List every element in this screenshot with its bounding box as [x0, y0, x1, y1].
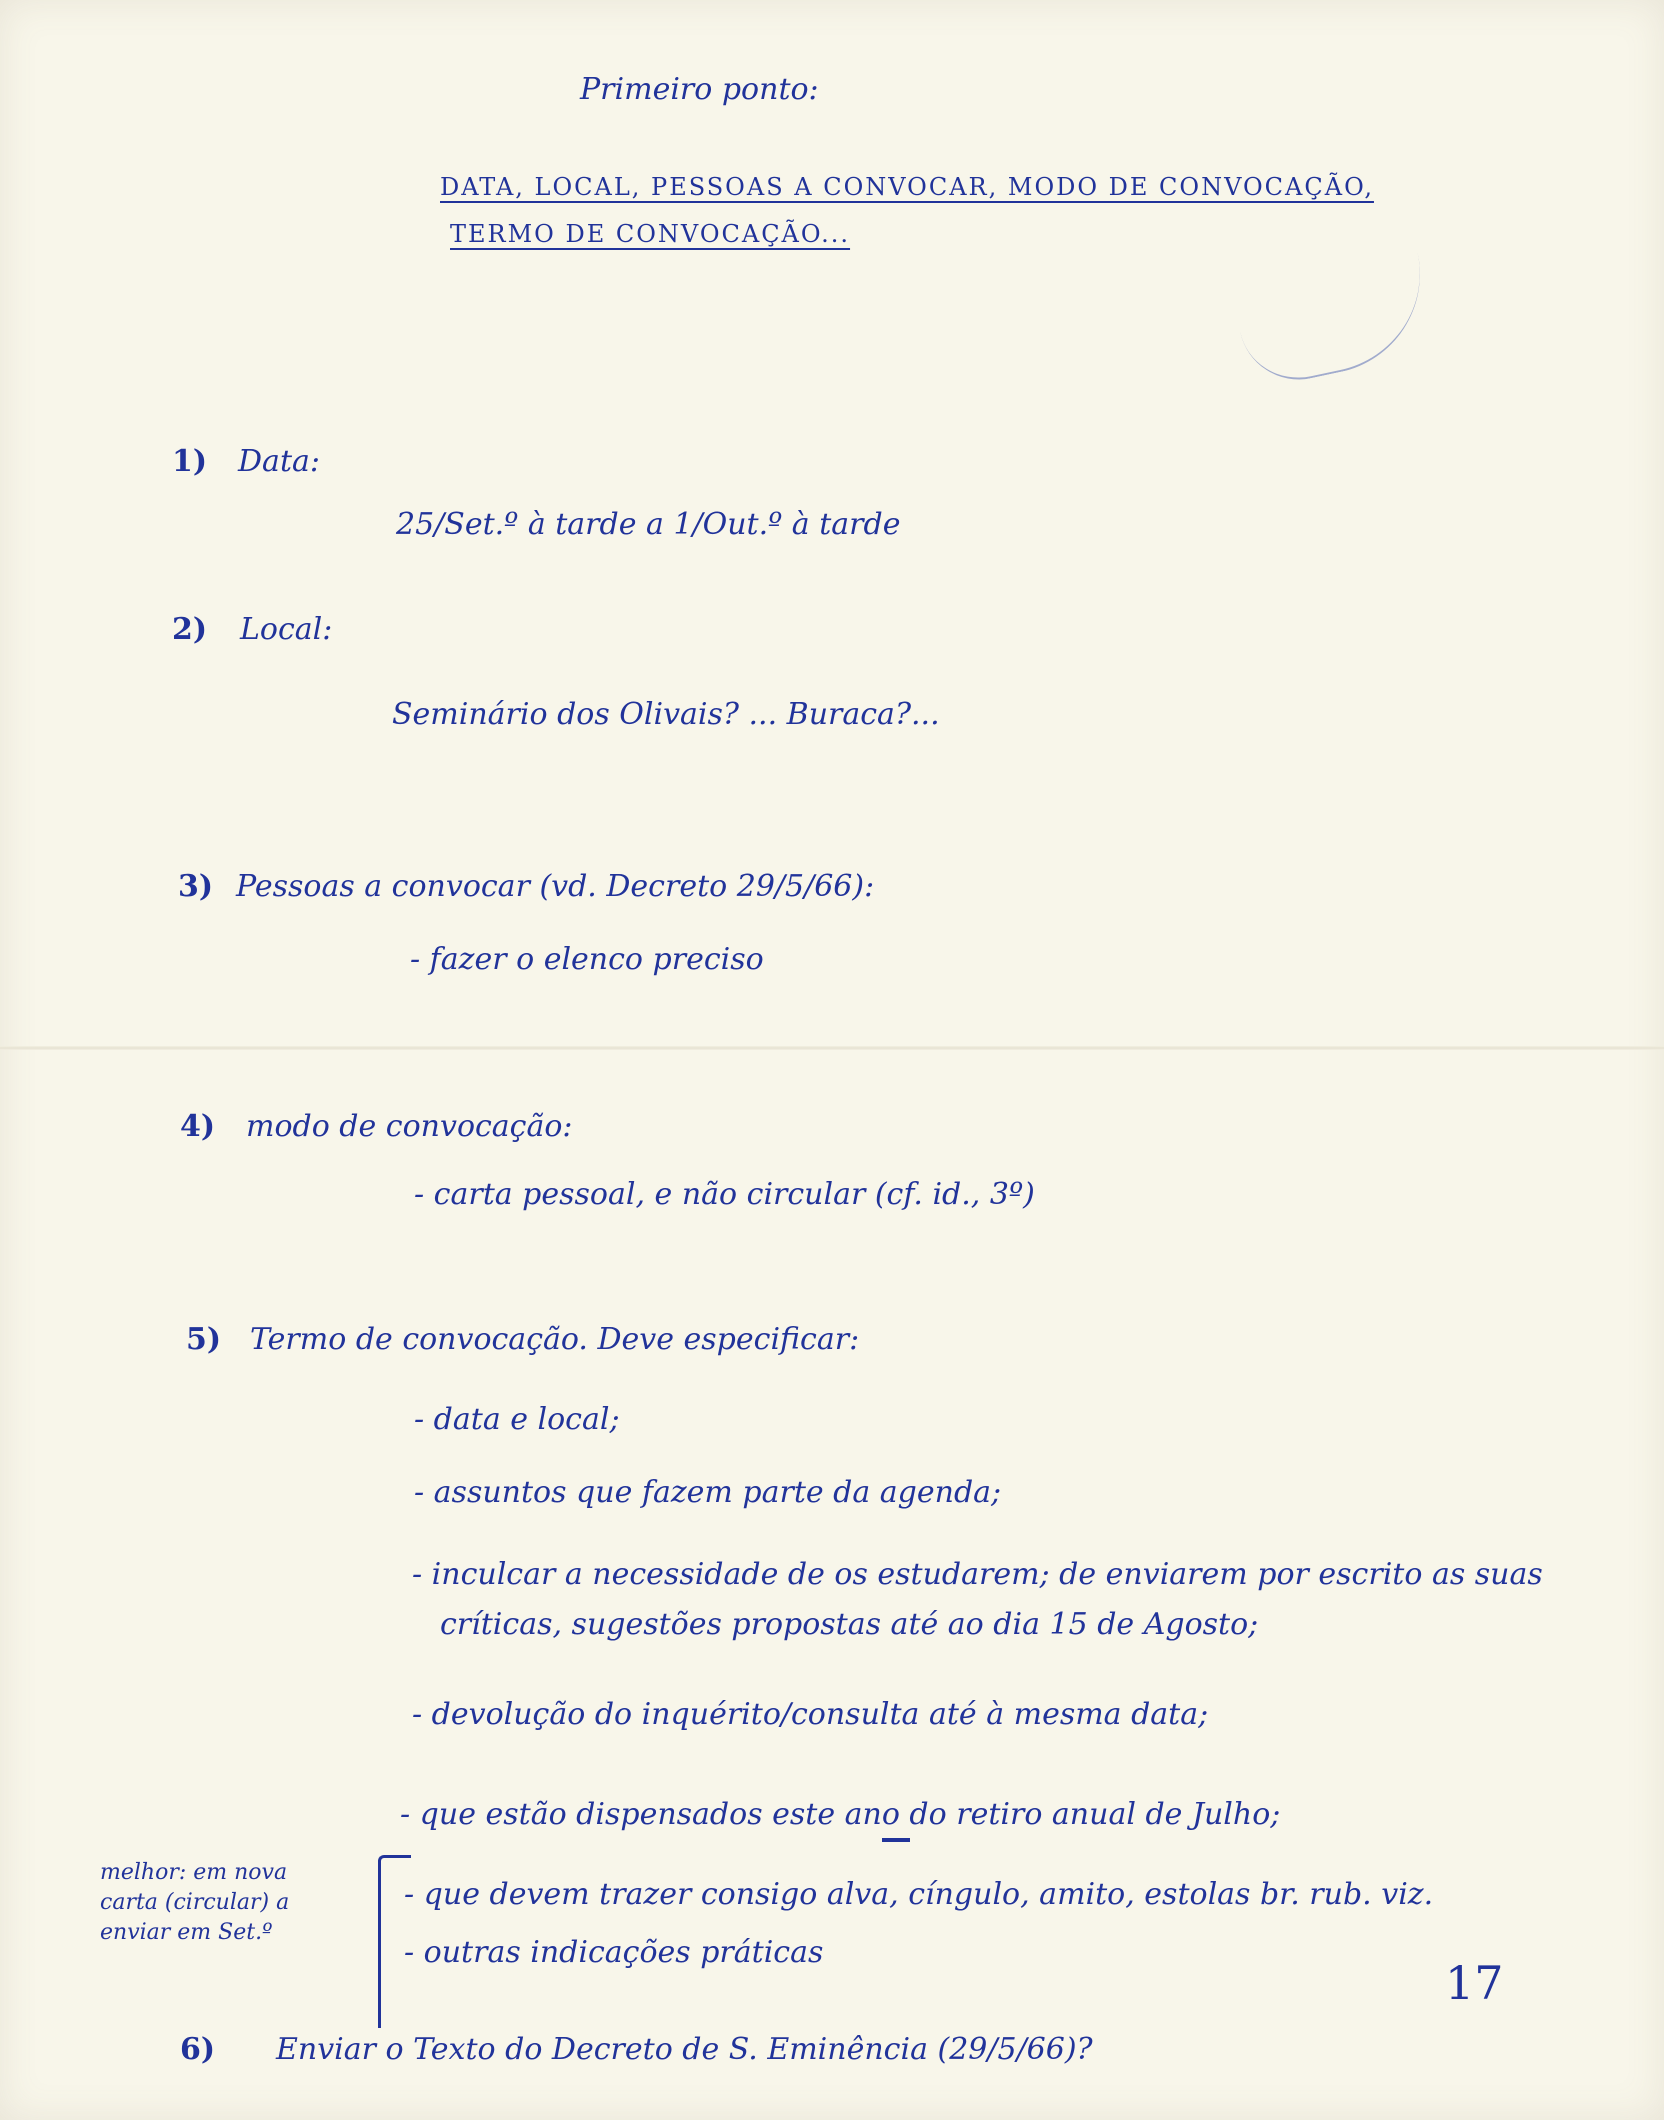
item-5-line-4: críticas, sugestões propostas até ao dia 15 de Agosto;: [440, 1607, 1259, 1642]
item-2-heading: Local:: [240, 612, 333, 647]
item-5-line-5: - devolução do inquérito/consulta até à mesma data;: [412, 1697, 1209, 1732]
item-5-number: 5): [186, 1322, 222, 1357]
item-5-line-7: - que devem trazer consigo alva, cíngulo, amito, estolas br. rub. viz.: [404, 1877, 1434, 1912]
page-number: 17: [1445, 1956, 1504, 2010]
item-4-heading: modo de convocação:: [246, 1109, 573, 1144]
item-6-number: 6): [180, 2032, 216, 2067]
page-title: Primeiro ponto:: [580, 72, 819, 107]
item-5-line-2: - assuntos que fazem parte da agenda;: [414, 1475, 1002, 1510]
item-5-line-6: - que estão dispensados este ano do retiro anual de Julho;: [400, 1797, 1281, 1832]
margin-note-line-1: melhor: em nova: [100, 1860, 288, 1885]
item-1-heading: Data:: [238, 444, 320, 479]
summary-line-1: DATA, LOCAL, PESSOAS A CONVOCAR, MODO DE CONVOCAÇÃO,: [440, 173, 1374, 201]
item-4-number: 4): [180, 1109, 216, 1144]
item-1-line-1: 25/Set.º à tarde a 1/Out.º à tarde: [396, 507, 901, 542]
item-3-number: 3): [178, 869, 214, 904]
item-5-line-8: - outras indicações práticas: [404, 1935, 824, 1970]
item-4-line-1: - carta pessoal, e não circular (cf. id., 3º): [414, 1177, 1035, 1212]
item-2-line-1: Seminário dos Olivais? ... Buraca?...: [392, 697, 940, 732]
margin-note-line-3: enviar em Set.º: [100, 1920, 273, 1945]
item-5-line-1: - data e local;: [414, 1402, 620, 1437]
item-5-line-3: - inculcar a necessidade de os estudarem; de enviarem por escrito as suas: [412, 1557, 1543, 1592]
stray-pen-mark: [1231, 251, 1438, 390]
underline-mark: [882, 1838, 910, 1842]
margin-bracket: [378, 1855, 411, 2028]
item-3-heading: Pessoas a convocar (vd. Decreto 29/5/66):: [236, 869, 875, 904]
fold-line: [0, 1046, 1664, 1050]
item-2-number: 2): [172, 612, 208, 647]
item-3-line-1: - fazer o elenco preciso: [410, 942, 764, 977]
item-6-heading: Enviar o Texto do Decreto de S. Eminência (29/5/66)?: [276, 2032, 1093, 2067]
item-5-heading: Termo de convocação. Deve especificar:: [250, 1322, 860, 1357]
summary-line-2: TERMO DE CONVOCAÇÃO...: [450, 220, 851, 248]
item-1-number: 1): [172, 444, 208, 479]
margin-note-line-2: carta (circular) a: [100, 1890, 290, 1915]
